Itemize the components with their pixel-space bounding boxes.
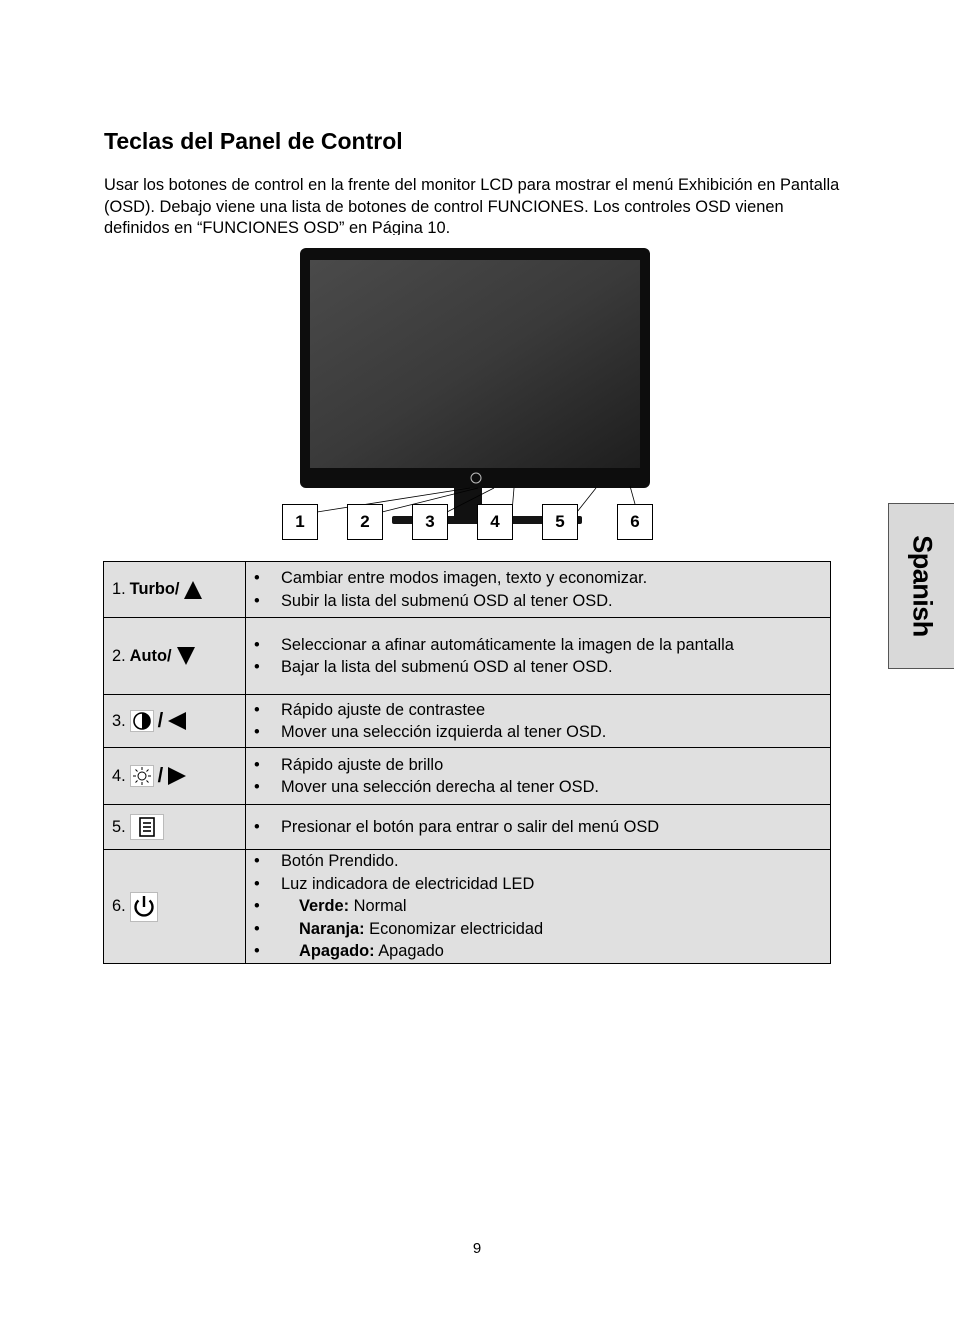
- menu-icon: [130, 814, 164, 840]
- contrast-icon: [130, 710, 154, 732]
- key-number: 4.: [112, 766, 126, 785]
- key-cell: [104, 850, 246, 964]
- description-bullet: • Seleccionar a afinar automáticamente la imagen de la pantalla: [254, 634, 830, 657]
- callout-label-1: 1: [282, 504, 318, 540]
- key-number: 6.: [112, 897, 126, 915]
- description-bullet: • Presionar el botón para entrar o salir del menú OSD: [254, 816, 830, 839]
- key-number: 3.: [112, 711, 126, 730]
- callout-label-4: 4: [477, 504, 513, 540]
- led-state-bullet: [254, 940, 830, 963]
- led-state-value: Normal: [353, 897, 407, 916]
- intro-paragraph: Usar los botones de control en la frente del monitor LCD para mostrar el menú Exhibición en Pantalla (OSD). Debajo viene una lista de botones de control FUNCIONES. Los controles OSD vienen definidos en “FUNCIONES OSD” en Página 10.: [104, 176, 840, 235]
- description-bullet: • Rápido ajuste de brillo: [254, 754, 830, 777]
- description-bullet: • Mover una selección derecha al tener OSD.: [254, 776, 830, 799]
- led-state-value: Apagado: [378, 942, 444, 961]
- led-state-value: Economizar electricidad: [369, 919, 544, 938]
- callout-label-2: 2: [347, 504, 383, 540]
- callout-label-3: 3: [412, 504, 448, 540]
- key-name: Turbo/: [129, 580, 180, 598]
- key-cell: [104, 805, 246, 850]
- led-state-bullet: [254, 918, 830, 941]
- key-description: [246, 748, 831, 805]
- description-bullet: • Luz indicadora de electricidad LED: [254, 873, 830, 896]
- table-row: [104, 748, 831, 805]
- control-keys-table: [103, 561, 831, 964]
- description-bullet: • Rápido ajuste de contrastee: [254, 699, 830, 722]
- description-bullet: • Mover una selección izquierda al tener OSD.: [254, 721, 830, 744]
- key-cell: [104, 618, 246, 695]
- triangle-left-icon: [167, 711, 187, 731]
- key-cell: [104, 695, 246, 748]
- description-bullet: • Subir la lista del submenú OSD al tener OSD.: [254, 590, 830, 613]
- description-bullet: • Cambiar entre modos imagen, texto y economizar.: [254, 567, 830, 590]
- description-bullet: • Bajar la lista del submenú OSD al tener OSD.: [254, 656, 830, 679]
- key-number: 5.: [112, 817, 126, 836]
- triangle-down-icon: [176, 646, 196, 666]
- callout-label-5: 5: [542, 504, 578, 540]
- led-state-label: Verde:: [299, 897, 350, 916]
- slash-separator: /: [157, 764, 164, 787]
- table-row: [104, 695, 831, 748]
- language-side-tab-label: Spanish: [907, 535, 937, 637]
- power-icon: [130, 892, 158, 922]
- brightness-icon: [130, 765, 154, 787]
- key-description: [246, 562, 831, 618]
- triangle-right-icon: [167, 766, 187, 786]
- table-row: [104, 805, 831, 850]
- key-cell: [104, 562, 246, 618]
- slash-separator: /: [157, 709, 164, 732]
- callout-label-6: 6: [617, 504, 653, 540]
- table-row: [104, 618, 831, 695]
- page-number: 9: [472, 1240, 482, 1257]
- triangle-up-icon: [183, 580, 203, 600]
- key-description: [246, 850, 831, 964]
- led-state-label: Apagado:: [299, 942, 375, 961]
- monitor-figure: [282, 246, 662, 546]
- key-description: [246, 695, 831, 748]
- led-state-label: Naranja:: [299, 919, 365, 938]
- led-state-bullet: [254, 895, 830, 918]
- table-row: [104, 850, 831, 964]
- key-cell: [104, 748, 246, 805]
- key-name: Auto/: [129, 646, 172, 665]
- description-bullet: • Botón Prendido.: [254, 850, 830, 873]
- language-side-tab: [888, 503, 954, 669]
- monitor-screen: [310, 260, 640, 468]
- page-title: Teclas del Panel de Control: [104, 128, 403, 154]
- key-number: 2.: [112, 646, 126, 665]
- key-description: [246, 618, 831, 695]
- key-number: 1.: [112, 580, 126, 598]
- key-description: [246, 805, 831, 850]
- monitor-illustration: [282, 246, 662, 546]
- table-row: [104, 562, 831, 618]
